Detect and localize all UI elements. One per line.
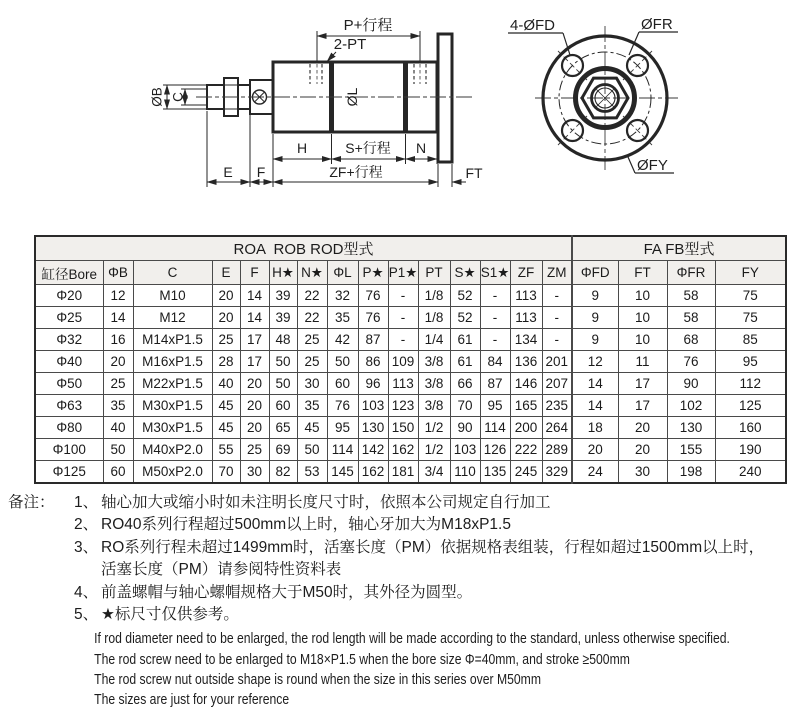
- table-cell: 25: [240, 439, 269, 461]
- table-cell: 45: [212, 395, 240, 417]
- table-cell: 20: [240, 395, 269, 417]
- table-row: [35, 373, 786, 395]
- table-cell: 60: [269, 395, 297, 417]
- table-cell: 75: [715, 285, 786, 307]
- table-cell: 68: [667, 329, 715, 351]
- table-cell: 103: [358, 395, 388, 417]
- table-cell: 95: [327, 417, 358, 439]
- table-cell: -: [388, 307, 418, 329]
- table-cell: 14: [572, 395, 618, 417]
- table-cell: 3/8: [418, 395, 450, 417]
- table-row: [35, 351, 786, 373]
- column-header: PT: [418, 261, 450, 285]
- table-cell: 20: [240, 373, 269, 395]
- table-cell: 110: [450, 461, 480, 484]
- table-cell: 45: [212, 417, 240, 439]
- table-cell: 9: [572, 329, 618, 351]
- table-cell: 165: [510, 395, 542, 417]
- table-cell: 136: [510, 351, 542, 373]
- table-cell: 61: [450, 329, 480, 351]
- table-cell: 1/8: [418, 307, 450, 329]
- notes-body: [74, 492, 790, 711]
- note-text: RO40系列行程超过500mm以上时，轴心牙加大为M18xP1.5: [101, 516, 511, 534]
- table-cell: 113: [510, 285, 542, 307]
- table-cell: M10: [133, 285, 212, 307]
- table-cell: 61: [450, 351, 480, 373]
- table-cell: 76: [327, 395, 358, 417]
- table-cell: 87: [358, 329, 388, 351]
- notes-title: 备注：: [8, 494, 55, 511]
- table-cell: 207: [542, 373, 572, 395]
- table-group-header: FA FB型式: [572, 236, 786, 261]
- table-cell: 40: [103, 417, 133, 439]
- column-header: ZF: [510, 261, 542, 285]
- table-cell: 86: [358, 351, 388, 373]
- dim-label-thread: C: [170, 92, 186, 102]
- table-cell: 35: [327, 307, 358, 329]
- table-cell: 9: [572, 285, 618, 307]
- table-row: [35, 329, 786, 351]
- table-cell: 113: [510, 307, 542, 329]
- table-cell: M30xP1.5: [133, 395, 212, 417]
- row-header-bore: Φ20: [35, 285, 103, 307]
- table-group-header: ROA ROB ROD型式: [35, 236, 572, 261]
- table-cell: 60: [103, 461, 133, 484]
- table-cell: 130: [358, 417, 388, 439]
- column-header: H★: [269, 261, 297, 285]
- table-cell: 14: [572, 373, 618, 395]
- row-header-bore: Φ32: [35, 329, 103, 351]
- table-cell: 76: [358, 285, 388, 307]
- table-cell: 35: [297, 395, 327, 417]
- table-cell: 76: [667, 351, 715, 373]
- table-cell: 113: [388, 373, 418, 395]
- table-cell: -: [388, 285, 418, 307]
- table-cell: 69: [269, 439, 297, 461]
- table-cell: 3/4: [418, 461, 450, 484]
- table-cell: 20: [572, 439, 618, 461]
- table-cell: 32: [327, 285, 358, 307]
- note-number: 5、: [74, 606, 99, 624]
- dim-label-tube-dia: ØL: [344, 87, 360, 107]
- table-cell: 181: [388, 461, 418, 484]
- table-cell: 14: [240, 285, 269, 307]
- centerlines: [535, 26, 678, 170]
- table-cell: 84: [480, 351, 510, 373]
- row-header-bore: Φ25: [35, 307, 103, 329]
- table-cell: 17: [618, 395, 667, 417]
- column-header: F: [240, 261, 269, 285]
- table-cell: -: [542, 285, 572, 307]
- table-cell: 1/2: [418, 439, 450, 461]
- table-cell: 14: [103, 307, 133, 329]
- table-cell: 58: [667, 307, 715, 329]
- note-number: 3、: [74, 538, 99, 556]
- column-header: C: [133, 261, 212, 285]
- cylinder-side-view-drawing: [128, 12, 484, 204]
- table-cell: 150: [388, 417, 418, 439]
- table-cell: 60: [327, 373, 358, 395]
- table-cell: 85: [715, 329, 786, 351]
- dim-label-h: H: [296, 140, 308, 156]
- table-cell: 198: [667, 461, 715, 484]
- table-cell: 10: [618, 329, 667, 351]
- table-row: [35, 395, 786, 417]
- table-cell: 12: [572, 351, 618, 373]
- table-cell: 25: [103, 373, 133, 395]
- table-cell: 146: [510, 373, 542, 395]
- table-cell: 70: [212, 461, 240, 484]
- spec-table: [34, 235, 787, 484]
- table-cell: 10: [618, 285, 667, 307]
- table-cell: M16xP1.5: [133, 351, 212, 373]
- table-cell: M50xP2.0: [133, 461, 212, 484]
- table-cell: 20: [618, 439, 667, 461]
- table-cell: 126: [480, 439, 510, 461]
- table-cell: 52: [450, 285, 480, 307]
- table-cell: 142: [358, 439, 388, 461]
- row-header-bore: Φ50: [35, 373, 103, 395]
- table-cell: 329: [542, 461, 572, 484]
- table-cell: 17: [240, 351, 269, 373]
- column-header: S★: [450, 261, 480, 285]
- table-cell: 1/8: [418, 285, 450, 307]
- note-item: [74, 514, 790, 536]
- table-cell: 16: [103, 329, 133, 351]
- table-cell: 155: [667, 439, 715, 461]
- table-cell: 24: [572, 461, 618, 484]
- table-cell: 201: [542, 351, 572, 373]
- table-cell: -: [542, 307, 572, 329]
- table-cell: 82: [269, 461, 297, 484]
- dim-label-ft: FT: [465, 165, 483, 181]
- row-header-bore: Φ63: [35, 395, 103, 417]
- table-cell: 76: [358, 307, 388, 329]
- dim-label-port: 2-PT: [333, 36, 367, 53]
- table-cell: 114: [327, 439, 358, 461]
- table-cell: -: [542, 329, 572, 351]
- table-cell: 87: [480, 373, 510, 395]
- table-row: [35, 285, 786, 307]
- table-column-header-row: [35, 261, 786, 285]
- table-row: [35, 417, 786, 439]
- row-header-bore: Φ40: [35, 351, 103, 373]
- column-header: ΦFD: [572, 261, 618, 285]
- table-cell: 20: [212, 285, 240, 307]
- table-cell: 96: [358, 373, 388, 395]
- table-cell: 162: [358, 461, 388, 484]
- table-cell: -: [480, 329, 510, 351]
- table-cell: 11: [618, 351, 667, 373]
- table-cell: M14xP1.5: [133, 329, 212, 351]
- table-cell: 22: [297, 307, 327, 329]
- note-item: [74, 492, 790, 514]
- table-cell: 65: [269, 417, 297, 439]
- note-english: The sizes are just for your reference: [94, 692, 290, 709]
- note-english: The rod screw nut outside shape is round when the size in this series over M50mm: [94, 672, 541, 689]
- dim-label-f: F: [256, 164, 266, 180]
- table-cell: 17: [240, 329, 269, 351]
- table-cell: -: [480, 285, 510, 307]
- note-number: 4、: [74, 583, 99, 601]
- note-item: [74, 604, 790, 626]
- column-header: P★: [358, 261, 388, 285]
- note-item: [74, 537, 790, 559]
- table-cell: 145: [327, 461, 358, 484]
- dim-label-p-stroke: P+行程: [343, 17, 393, 34]
- table-cell: 125: [715, 395, 786, 417]
- table-cell: 28: [212, 351, 240, 373]
- note-english: If rod diameter need to be enlarged, the rod length will be made according to the standard, unless otherwise specified.: [94, 631, 730, 648]
- table-cell: 20: [240, 417, 269, 439]
- row-header-bore: Φ125: [35, 461, 103, 484]
- table-cell: 95: [480, 395, 510, 417]
- column-header: E: [212, 261, 240, 285]
- flange-plate: [438, 34, 452, 162]
- table-cell: 20: [103, 351, 133, 373]
- table-cell: 190: [715, 439, 786, 461]
- table-cell: 53: [297, 461, 327, 484]
- table-cell: 240: [715, 461, 786, 484]
- table-cell: 45: [297, 417, 327, 439]
- table-cell: 48: [269, 329, 297, 351]
- label-bolt-circle: ØFR: [641, 16, 673, 33]
- table-cell: 66: [450, 373, 480, 395]
- table-cell: 52: [450, 307, 480, 329]
- label-flange-dia: ØFY: [637, 157, 668, 174]
- table-cell: 35: [103, 395, 133, 417]
- table-cell: 289: [542, 439, 572, 461]
- table-cell: 70: [450, 395, 480, 417]
- table-cell: 20: [618, 417, 667, 439]
- table-cell: 245: [510, 461, 542, 484]
- table-cell: -: [388, 329, 418, 351]
- table-cell: 109: [388, 351, 418, 373]
- column-header: ΦL: [327, 261, 358, 285]
- table-cell: M30xP1.5: [133, 417, 212, 439]
- table-cell: 3/8: [418, 373, 450, 395]
- table-row: [35, 439, 786, 461]
- table-cell: 22: [297, 285, 327, 307]
- dim-label-e: E: [223, 164, 233, 180]
- table-cell: 75: [715, 307, 786, 329]
- spec-table-body: [35, 236, 786, 483]
- table-cell: 130: [667, 417, 715, 439]
- table-cell: 160: [715, 417, 786, 439]
- label-bolt-holes: 4-ØFD: [510, 17, 555, 34]
- note-number: 2、: [74, 516, 99, 534]
- note-english: The rod screw need to be enlarged to M18×P1.5 when the bore size Φ=40mm, and stroke ≥500mm: [94, 651, 630, 668]
- table-cell: 102: [667, 395, 715, 417]
- table-cell: 1/2: [418, 417, 450, 439]
- table-cell: 39: [269, 285, 297, 307]
- dim-label-s-stroke: S+行程: [345, 140, 391, 156]
- table-cell: 90: [667, 373, 715, 395]
- column-header: ΦB: [103, 261, 133, 285]
- dim-label-n: N: [415, 140, 427, 156]
- column-header: P1★: [388, 261, 418, 285]
- table-group-header-row: [35, 236, 786, 261]
- table-cell: 50: [269, 351, 297, 373]
- table-cell: 20: [212, 307, 240, 329]
- table-cell: 40: [212, 373, 240, 395]
- table-cell: 30: [240, 461, 269, 484]
- column-header: FT: [618, 261, 667, 285]
- table-cell: 18: [572, 417, 618, 439]
- table-cell: 58: [667, 285, 715, 307]
- table-cell: 30: [618, 461, 667, 484]
- table-cell: 25: [297, 329, 327, 351]
- column-header: ZM: [542, 261, 572, 285]
- table-cell: 50: [103, 439, 133, 461]
- table-cell: 25: [297, 351, 327, 373]
- table-cell: 50: [297, 439, 327, 461]
- table-cell: 9: [572, 307, 618, 329]
- table-cell: M12: [133, 307, 212, 329]
- table-cell: 50: [269, 373, 297, 395]
- column-header: 缸径Bore: [35, 261, 103, 285]
- note-number: 1、: [74, 494, 99, 511]
- table-cell: 25: [212, 329, 240, 351]
- note-text-continued: 活塞长度（PM）请参阅特性资料表: [101, 561, 342, 579]
- table-cell: 123: [388, 395, 418, 417]
- table-cell: 200: [510, 417, 542, 439]
- table-row: [35, 307, 786, 329]
- table-cell: 1/4: [418, 329, 450, 351]
- table-cell: 12: [103, 285, 133, 307]
- table-cell: 17: [618, 373, 667, 395]
- table-cell: M40xP2.0: [133, 439, 212, 461]
- row-header-bore: Φ100: [35, 439, 103, 461]
- table-cell: 55: [212, 439, 240, 461]
- notes-section: [8, 492, 790, 711]
- flange-front-view-drawing: [495, 8, 720, 203]
- table-cell: 10: [618, 307, 667, 329]
- table-cell: 112: [715, 373, 786, 395]
- table-cell: 90: [450, 417, 480, 439]
- table-cell: 95: [715, 351, 786, 373]
- table-cell: 42: [327, 329, 358, 351]
- table-cell: 14: [240, 307, 269, 329]
- row-header-bore: Φ80: [35, 417, 103, 439]
- table-cell: 103: [450, 439, 480, 461]
- note-item: [74, 582, 790, 604]
- table-cell: 30: [297, 373, 327, 395]
- note-text: ★标尺寸仅供参考。: [101, 606, 239, 624]
- dim-label-rod-dia: ØB: [149, 87, 165, 107]
- table-cell: 134: [510, 329, 542, 351]
- dim-label-zf-stroke: ZF+行程: [329, 164, 383, 180]
- table-cell: 135: [480, 461, 510, 484]
- table-cell: 264: [542, 417, 572, 439]
- table-cell: 222: [510, 439, 542, 461]
- column-header: FY: [715, 261, 786, 285]
- column-header: S1★: [480, 261, 510, 285]
- table-row: [35, 461, 786, 484]
- table-cell: -: [480, 307, 510, 329]
- note-text: RO系列行程未超过1499mm时，活塞长度（PM）依据规格表组装，行程如超过1500mm以上时，: [101, 538, 765, 556]
- column-header: ΦFR: [667, 261, 715, 285]
- table-cell: 114: [480, 417, 510, 439]
- note-text: 轴心加大或缩小时如未注明长度尺寸时，依照本公司规定自行加工: [101, 494, 551, 511]
- column-header: N★: [297, 261, 327, 285]
- table-cell: 3/8: [418, 351, 450, 373]
- table-cell: 162: [388, 439, 418, 461]
- note-text: 前盖螺帽与轴心螺帽规格大于M50时，其外径为圆型。: [101, 583, 473, 601]
- table-cell: 39: [269, 307, 297, 329]
- table-cell: 235: [542, 395, 572, 417]
- table-cell: M22xP1.5: [133, 373, 212, 395]
- table-cell: 50: [327, 351, 358, 373]
